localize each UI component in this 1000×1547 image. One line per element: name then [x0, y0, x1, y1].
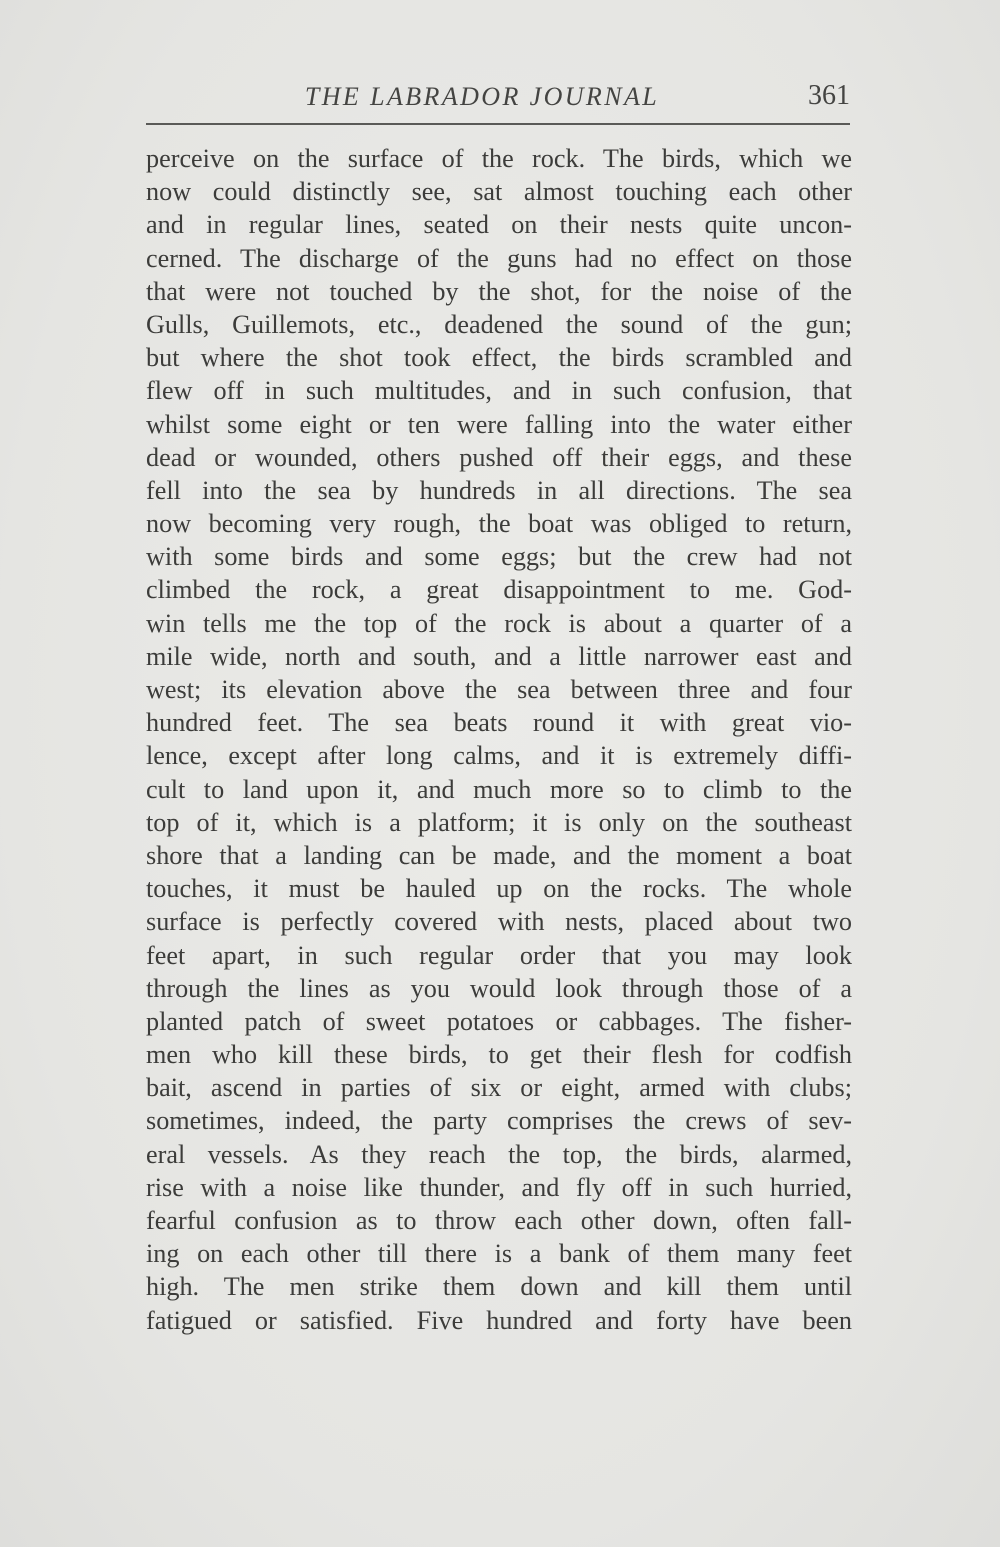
text-line: ing on each other till there is a bank of them many feet: [146, 1239, 852, 1269]
text-line: rise with a noise like thunder, and fly off in such hurried,: [146, 1172, 852, 1202]
text-line: eral vessels. As they reach the top, the birds, alarmed,: [146, 1139, 852, 1169]
text-line: planted patch of sweet potatoes or cabbages. The fisher-: [146, 1006, 852, 1036]
text-line: cult to land upon it, and much more so to climb to the: [146, 774, 852, 804]
text-line: high. The men strike them down and kill them until: [146, 1272, 852, 1302]
text-line: Gulls, Guillemots, etc., deadened the sound of the gun;: [146, 309, 852, 339]
text-line: feet apart, in such regular order that you may look: [146, 940, 852, 970]
text-line: touches, it must be hauled up on the rocks. The whole: [146, 874, 852, 904]
text-line: dead or wounded, others pushed off their eggs, and these: [146, 442, 852, 472]
text-line: that were not touched by the shot, for the noise of the: [146, 276, 852, 306]
text-line: now becoming very rough, the boat was obliged to return,: [146, 509, 852, 539]
header-rule: [146, 123, 850, 125]
text-line: west; its elevation above the sea between three and four: [146, 675, 852, 704]
text-line: cerned. The discharge of the guns had no effect on those: [146, 243, 852, 273]
text-line: surface is perfectly covered with nests, placed about two: [146, 907, 852, 937]
text-line: fearful confusion as to throw each other down, often fall-: [146, 1206, 852, 1235]
text-line: fell into the sea by hundreds in all directions. The sea: [146, 475, 852, 505]
text-line: through the lines as you would look through those of a: [146, 973, 852, 1003]
text-line: whilst some eight or ten were falling into the water either: [146, 409, 852, 439]
text-line: with some birds and some eggs; but the crew had not: [146, 542, 852, 572]
text-line: win tells me the top of the rock is about a quarter of a: [146, 608, 852, 638]
running-title: THE LABRADOR JOURNAL: [304, 82, 660, 111]
text-line: shore that a landing can be made, and the moment a boat: [146, 840, 852, 870]
text-line: sometimes, indeed, the party comprises the crews of sev-: [146, 1106, 852, 1136]
page-number: 361: [808, 80, 850, 111]
text-line: now could distinctly see, sat almost touching each other: [146, 177, 852, 207]
text-line: fatigued or satisfied. Five hundred and forty have been: [146, 1305, 852, 1335]
text-line: men who kill these birds, to get their flesh for codfish: [146, 1040, 852, 1070]
body-text: [146, 142, 852, 1337]
text-line: bait, ascend in parties of six or eight, armed with clubs;: [146, 1073, 852, 1103]
text-line: and in regular lines, seated on their nests quite uncon-: [146, 210, 852, 240]
running-head: [146, 78, 852, 118]
text-line: top of it, which is a platform; it is only on the southeast: [146, 807, 852, 837]
text-line: flew off in such multitudes, and in such confusion, that: [146, 376, 852, 406]
text-line: lence, except after long calms, and it is extremely diffi-: [146, 741, 852, 771]
text-line: hundred feet. The sea beats round it with great vio-: [146, 708, 852, 738]
text-line: perceive on the surface of the rock. The birds, which we: [146, 144, 852, 173]
text-line: mile wide, north and south, and a little narrower east and: [146, 641, 852, 671]
text-line: climbed the rock, a great disappointment to me. God-: [146, 575, 852, 605]
text-line: but where the shot took effect, the birds scrambled and: [146, 343, 852, 373]
